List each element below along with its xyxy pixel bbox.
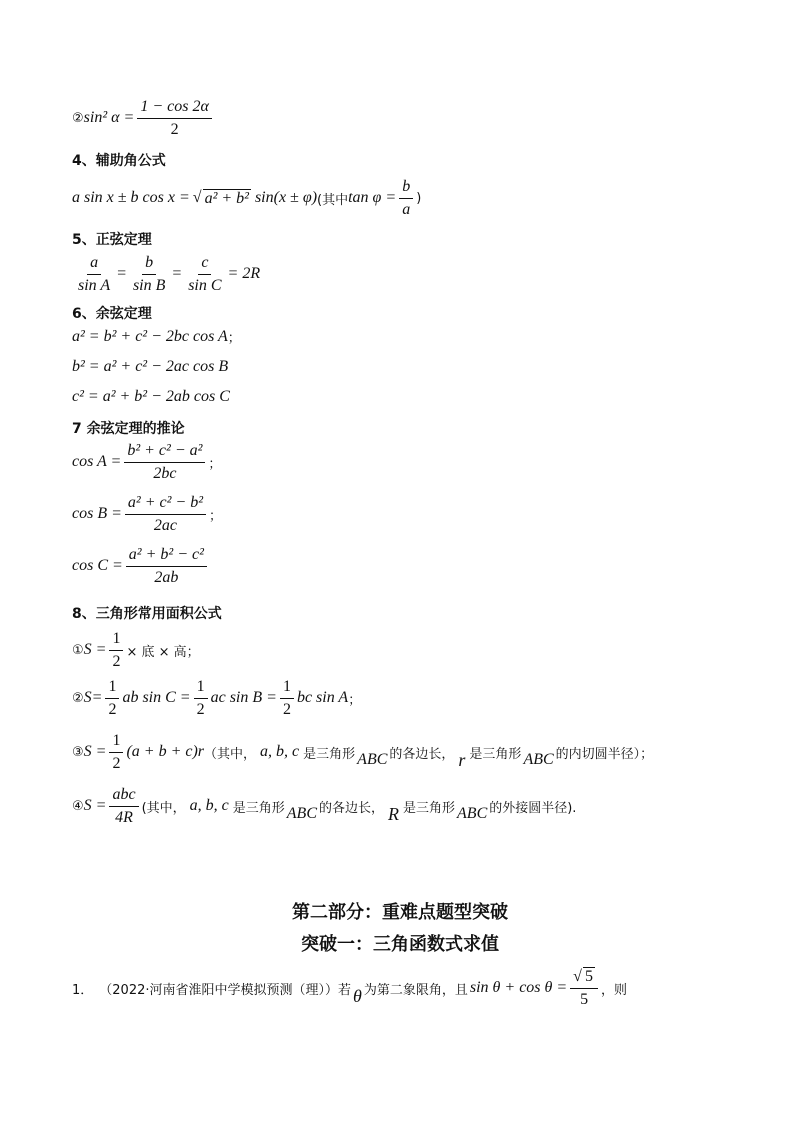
- sqrt-radicand: 5: [584, 968, 593, 985]
- problem-number: 1．: [72, 982, 94, 998]
- formula-part: ab sin C =: [122, 689, 191, 707]
- fraction-numerator: a: [87, 254, 101, 275]
- fraction-denominator: a: [402, 200, 411, 218]
- formula-rhs: × 底 × 高: [126, 644, 187, 660]
- note-text: 是三角形: [469, 746, 522, 762]
- fraction-denominator: 2: [112, 652, 121, 670]
- punctuation: ；: [227, 331, 241, 346]
- problem-1: [72, 968, 627, 1008]
- note-close: ): [416, 190, 422, 206]
- note-open: (其中: [317, 192, 349, 208]
- heading-auxiliary-angle: 4、辅助角公式: [72, 153, 166, 169]
- fraction: [137, 98, 212, 138]
- formula-area-1: [72, 630, 200, 670]
- formula-area-2: [72, 678, 361, 718]
- fraction-denominator: sin C: [188, 276, 222, 294]
- fraction-numerator: 1: [105, 678, 119, 699]
- formula-area-4: [72, 786, 576, 826]
- formula-area-3: [72, 732, 653, 772]
- circled-number: ②: [72, 690, 84, 706]
- variable-r: r: [458, 749, 466, 770]
- formula-cosine-law-c: [72, 388, 230, 406]
- circled-number: ②: [72, 110, 84, 126]
- punctuation: ；: [186, 644, 200, 660]
- formula-lhs: S =: [83, 797, 107, 815]
- fraction-denominator: 2: [282, 700, 291, 718]
- note-text: 是三角形: [232, 800, 285, 816]
- fraction: [570, 968, 598, 1008]
- fraction-numerator: b² + c² − a²: [124, 442, 205, 463]
- fraction-denominator: 2bc: [153, 464, 177, 482]
- fraction: [130, 254, 168, 294]
- problem-expression: sin θ + cos θ =: [469, 979, 568, 997]
- fraction-numerator: 1: [194, 678, 208, 699]
- section-title: 突破一：三角函数式求值: [301, 934, 499, 955]
- variable-theta: θ: [353, 985, 362, 1006]
- triangle-name: ABC: [457, 805, 488, 823]
- circled-number: ①: [72, 642, 84, 658]
- variables: a, b, c: [260, 743, 300, 761]
- fraction: [109, 630, 123, 670]
- formula-rhs: (a + b + c)r: [126, 743, 205, 761]
- formula-lhs: S =: [83, 743, 107, 761]
- formula-lhs: sin² α =: [83, 109, 135, 127]
- problem-text: ，则: [600, 982, 627, 998]
- variables: a, b, c: [189, 797, 229, 815]
- formula-sine-law: $\frac{a}{\text{sin A}}$ = $\frac{b}{\text{sin B}}$ = $\frac{c}{\text{sin C}}$ = 2R: [72, 254, 260, 294]
- fraction: [399, 178, 413, 218]
- fraction-denominator: 5: [580, 990, 589, 1008]
- fraction: [125, 494, 206, 534]
- punctuation: ；: [208, 456, 222, 472]
- formula-text: a² = b² + c² − 2bc cos A: [72, 327, 228, 345]
- punctuation: ；: [209, 508, 223, 524]
- fraction-denominator: 2: [170, 120, 179, 138]
- heading-cosine-corollary: 7 余弦定理的推论: [72, 421, 185, 437]
- sqrt-radicand: a² + b²: [204, 189, 249, 207]
- fraction-numerator: a² + b² − c²: [126, 546, 207, 567]
- formula-cos-b: [72, 494, 222, 534]
- note-text: 的各边长，: [318, 800, 384, 816]
- fraction-denominator: 2ab: [154, 568, 179, 586]
- part-title: 第二部分：重难点题型突破: [292, 902, 508, 923]
- heading-cosine-law: 6、余弦定理: [72, 306, 152, 322]
- formula-lhs: a sin x ± b cos x =: [72, 189, 190, 207]
- fraction-denominator: sin B: [132, 276, 166, 294]
- formula-lhs: S =: [83, 641, 107, 659]
- problem-text: 为第二象限角，且: [363, 982, 468, 998]
- formula-part: bc sin A: [296, 689, 349, 707]
- fraction: [194, 678, 208, 718]
- formula-text: b² = a² + c² − 2ac cos B: [72, 358, 229, 375]
- note-text: 是三角形: [303, 746, 356, 762]
- fraction: [280, 678, 294, 718]
- fraction-numerator: 1: [280, 678, 294, 699]
- formula-lhs: S=: [83, 689, 103, 707]
- formula-lhs: cos C =: [72, 557, 123, 575]
- circled-number: ③: [72, 744, 84, 760]
- heading-area-formulas: 8、三角形常用面积公式: [72, 606, 222, 622]
- problem-source: （2022·河南省淮阳中学模拟预测（理））若: [99, 982, 351, 998]
- note-text: （其中，: [204, 746, 257, 762]
- fraction: [105, 678, 119, 718]
- formula-lhs: cos A =: [72, 453, 122, 471]
- fraction-denominator: sin A: [78, 276, 111, 294]
- note-text: 的外接圆半径).: [489, 800, 577, 816]
- triangle-name: ABC: [523, 751, 554, 769]
- fraction: [75, 254, 113, 294]
- formula-cosine-law-b: [72, 358, 228, 376]
- fraction-denominator: 2: [196, 700, 205, 718]
- formula-cos-c: [72, 546, 210, 586]
- fraction-numerator: √ 5: [570, 968, 598, 989]
- fraction-numerator: a² + c² − b²: [125, 494, 206, 515]
- fraction: [124, 442, 205, 482]
- fraction: [109, 786, 138, 826]
- fraction-numerator: abc: [109, 786, 138, 807]
- note-text: 的各边长，: [389, 746, 455, 762]
- fraction-numerator: b: [142, 254, 156, 275]
- note-text: (其中，: [141, 800, 186, 816]
- fraction-numerator: b: [399, 178, 413, 199]
- triangle-name: ABC: [357, 751, 388, 769]
- triangle-name: ABC: [286, 805, 317, 823]
- note-text: 的内切圆半径）；: [555, 746, 654, 762]
- fraction: [126, 546, 207, 586]
- formula-cos-a: [72, 442, 221, 482]
- punctuation: ；: [348, 692, 362, 708]
- fraction-numerator: 1 − cos 2α: [137, 98, 212, 119]
- formula-rhs: = 2R: [227, 265, 261, 283]
- circled-number: ④: [72, 798, 84, 814]
- note-text: 是三角形: [403, 800, 456, 816]
- fraction-denominator: 2: [112, 754, 121, 772]
- fraction-numerator: c: [198, 254, 211, 275]
- formula-cosine-law-a: [72, 327, 241, 346]
- formula-rhs: sin(x ± φ): [254, 189, 318, 207]
- fraction-denominator: 4R: [115, 808, 133, 826]
- formula-sin-squared: [72, 98, 215, 138]
- fraction: [185, 254, 224, 294]
- fraction-numerator: 1: [109, 630, 123, 651]
- formula-part: ac sin B =: [210, 689, 277, 707]
- fraction: [109, 732, 123, 772]
- formula-text: c² = a² + b² − 2ab cos C: [72, 388, 230, 405]
- formula-lhs: cos B =: [72, 505, 122, 523]
- fraction-denominator: 2: [108, 700, 117, 718]
- fraction-numerator: 1: [109, 732, 123, 753]
- fraction-denominator: 2ac: [153, 516, 177, 534]
- variable-R: R: [388, 803, 399, 824]
- heading-sine-law: 5、正弦定理: [72, 232, 152, 248]
- formula-auxiliary-angle: a sin x ± b cos x = √ a² + b² sin(x ± φ) (其中 tan φ = $\frac{b}{a}$ ): [72, 178, 422, 218]
- note-tan: tan φ =: [348, 189, 397, 207]
